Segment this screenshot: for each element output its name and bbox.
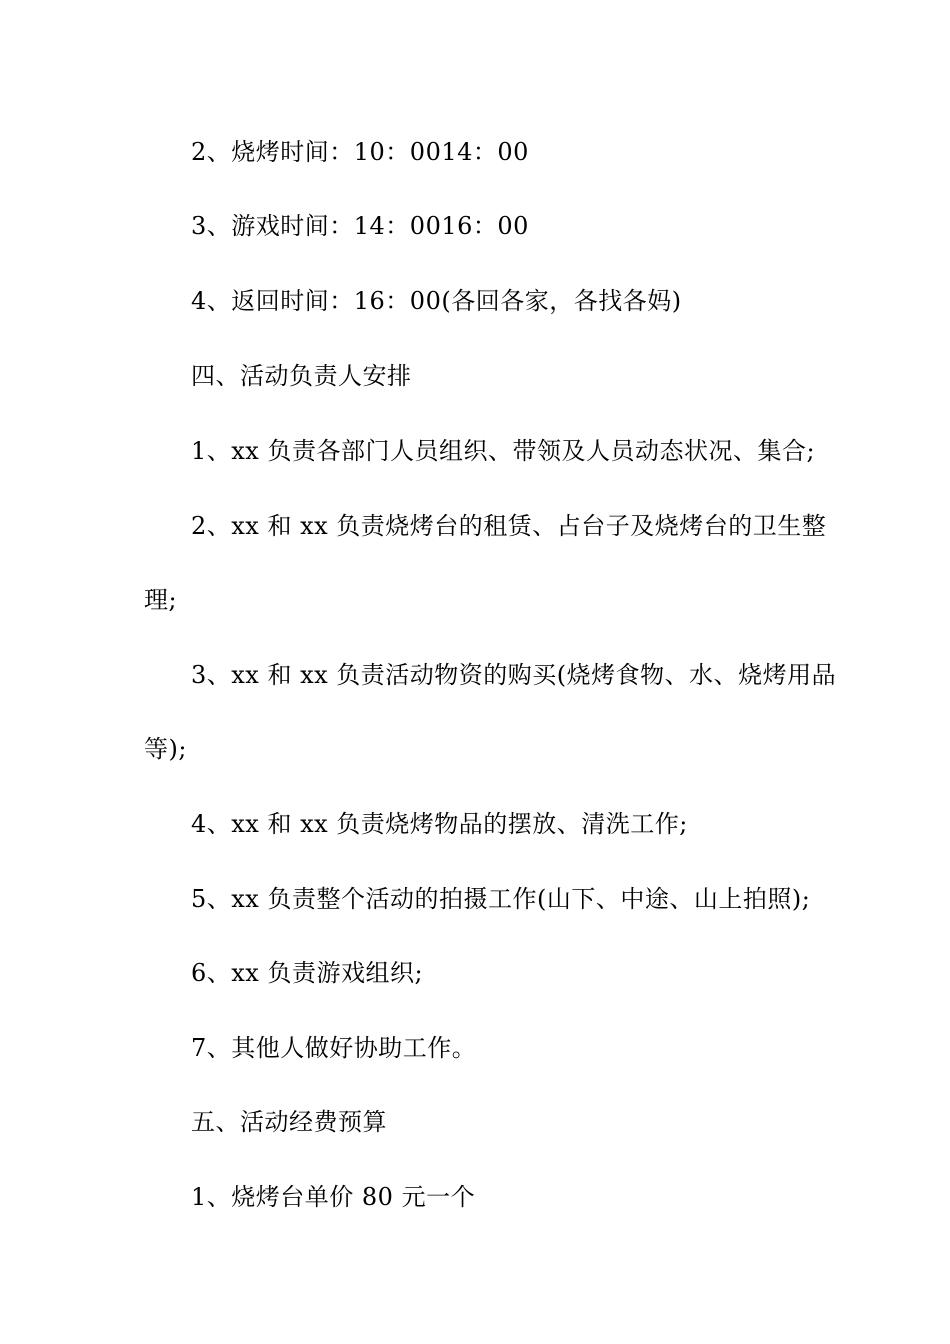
schedule-return-time: 4、返回时间：16：00(各回各家，各找各妈) [191,287,682,315]
responsibility-item-5: 5、xx 负责整个活动的拍摄工作(山下、中途、山上拍照); [191,885,811,913]
responsibility-item-3: 3、xx 和 xx 负责活动物资的购买(烧烤食物、水、烧烤用品 [191,661,837,689]
responsibility-item-4: 4、xx 和 xx 负责烧烤物品的摆放、清洗工作; [191,810,688,838]
schedule-bbq-time: 2、烧烤时间：10：0014：00 [191,138,529,166]
responsibility-item-1: 1、xx 负责各部门人员组织、带领及人员动态状况、集合; [191,437,816,465]
responsibility-item-2: 2、xx 和 xx 负责烧烤台的租赁、占台子及烧烤台的卫生整 [191,512,827,540]
section-heading-budget: 五、活动经费预算 [191,1108,387,1136]
schedule-game-time: 3、游戏时间：14：0016：00 [191,212,529,240]
section-heading-responsibilities: 四、活动负责人安排 [191,362,412,390]
responsibility-item-7: 7、其他人做好协助工作。 [191,1034,477,1062]
responsibility-item-3-continued: 等); [144,735,187,763]
responsibility-item-6: 6、xx 负责游戏组织; [191,959,424,987]
responsibility-item-2-continued: 理; [144,586,178,614]
budget-item-1: 1、烧烤台单价 80 元一个 [191,1183,476,1211]
